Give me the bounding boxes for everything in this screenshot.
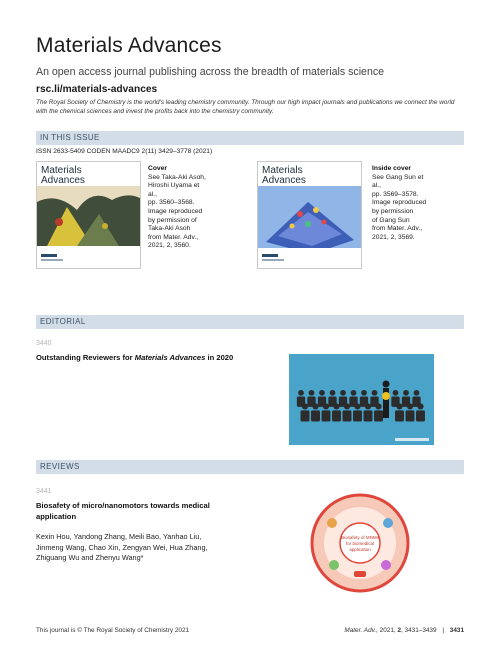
person-icon [298,390,304,396]
person-icon [312,403,318,409]
band-label: EDITORIAL [40,317,86,326]
person-body [364,410,373,421]
journal-subtitle: An open access journal publishing across the breadth of materials science [36,66,385,78]
person-body [332,410,341,421]
person-icon [375,403,381,409]
cover-artwork [37,162,140,268]
person-icon [396,403,402,409]
graphic-label-3: application [349,547,371,552]
person-body [406,410,415,421]
person-body [311,410,320,421]
journal-url[interactable]: rsc.li/materials-advances [36,84,158,95]
person-icon [403,390,409,396]
person-body [374,410,383,421]
person-icon [417,403,423,409]
footer-copyright: This journal is © The Royal Society of Chemistry 2021 [36,627,190,634]
person-body [343,410,352,421]
issn-line: ISSN 2633-5409 CODEN MAADC9 2(11) 3429–3778 (2021) [36,148,213,155]
cover-title: Materials Advances [41,165,85,186]
graphic-label-1: Biosafety of MNMs [341,535,379,540]
inside-cover-caption: Inside cover See Gang Sun et al., pp. 3569–3578. Image reproduced by permission of Gang Sun from Mater. Adv., 2021, 2, 3569. [372,165,427,241]
band-label: REVIEWS [40,462,80,471]
footer-page-number: 3431 [449,627,464,634]
person-body [353,410,362,421]
person-icon [333,403,339,409]
person-body [301,410,310,421]
person-body [322,410,331,421]
editorial-band [36,315,464,329]
review-page-number: 3441 [36,488,52,495]
person-icon [414,390,420,396]
editorial-graphic [289,354,434,445]
band-label: IN THIS ISSUE [40,133,100,142]
inside-cover-image[interactable] [257,161,362,269]
reviews-band [36,460,464,474]
person-icon [302,403,308,409]
footer-citation: Mater. Adv., 2021, 2, 3431–3439 | 3431 [344,627,464,634]
person-icon [351,390,357,396]
in-this-issue-band [36,131,464,145]
person-icon [365,403,371,409]
person-icon [372,390,378,396]
person-icon [330,390,336,396]
cover-image[interactable] [36,161,141,269]
graphic-label-2: for biomedical [345,541,375,546]
review-graphic [310,493,410,593]
person-icon [344,403,350,409]
person-icon [407,403,413,409]
review-authors: Kexin Hou, Yandong Zhang, Meili Bao, Yanhao Liu, Jinmeng Wang, Chao Xin, Zengyan Wei, Hua Zhang, Zhiguang Wu and Zhenyu Wang* [36,532,208,562]
rsc-statement: The Royal Society of Chemistry is the world's leading chemistry community. Through our high impact journals and publications we connect the world with the chemical sciences and invest the profits back into the chemistry community. [36,99,455,115]
inside-cover-title: Materials Advances [262,165,306,186]
person-body [395,410,404,421]
person-icon [393,390,399,396]
person-body [416,410,425,421]
cover-caption: Cover See Taka-Aki Asoh, Hiroshi Uyama et al., pp. 3560–3568. Image reproduced by permission of Taka-Aki Asoh from Mater. Adv., 2021, 2, 3560. [148,165,206,250]
person-icon [340,390,346,396]
person-icon [354,403,360,409]
journal-title: Materials Advances [36,34,222,57]
editorial-page-number: 3440 [36,340,52,347]
inside-cover-artwork [258,162,361,268]
person-icon [319,390,325,396]
person-icon [309,390,315,396]
person-icon [323,403,329,409]
review-title[interactable]: Biosafety of micro/nanomotors towards medical application [36,501,210,521]
person-icon [361,390,367,396]
editorial-title[interactable]: Outstanding Reviewers for Materials Advances in 2020 [36,353,234,362]
